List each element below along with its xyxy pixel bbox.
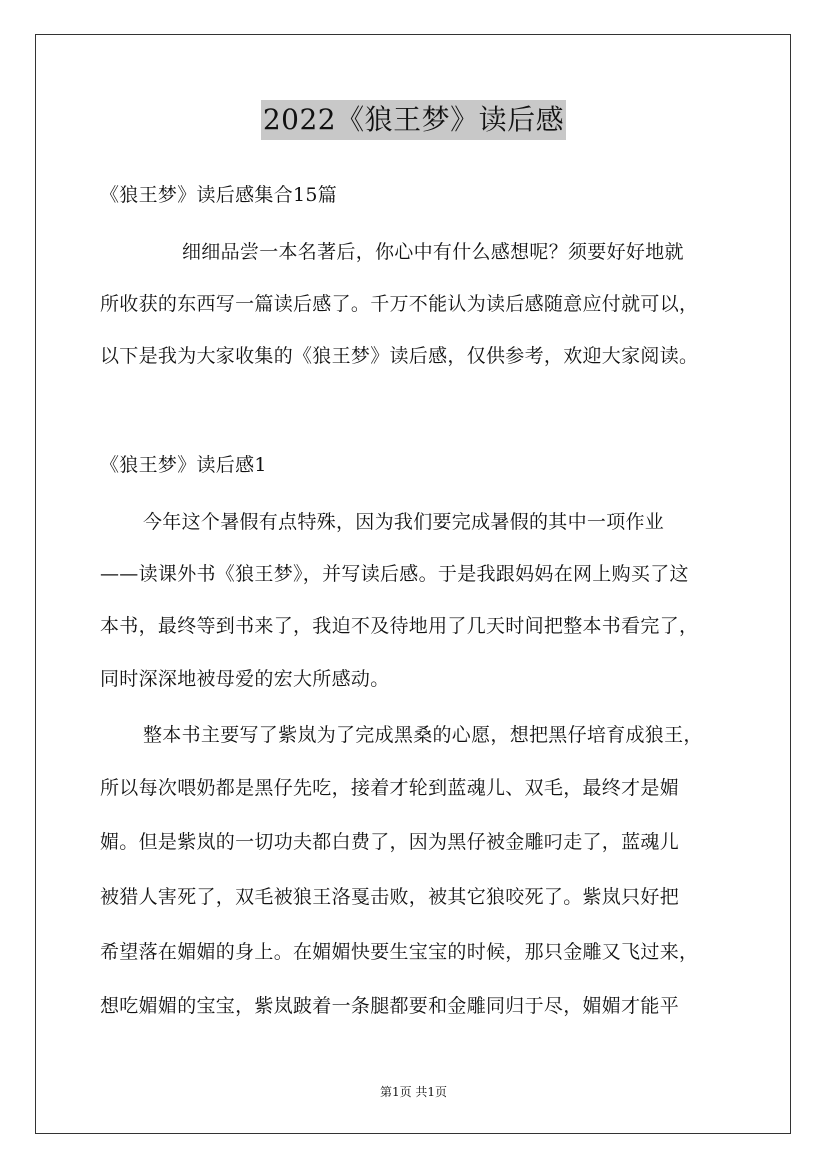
paragraph-line: 想吃媚媚的宝宝，紫岚跛着一条腿都要和金雕同归于尽，媚媚才能平 [100,995,680,1017]
paragraph-line: 同时深深地被母爱的宏大所感动。 [100,668,390,690]
intro-line: 以下是我为大家收集的《狼王梦》读后感，仅供参考，欢迎大家阅读。 [100,345,699,367]
paragraph-line: 今年这个暑假有点特殊，因为我们要完成暑假的其中一项作业 [143,511,665,533]
paragraph-line: 希望落在媚媚的身上。在媚媚快要生宝宝的时候，那只金雕又飞过来， [100,941,699,963]
paragraph-line: ——读课外书《狼王梦》，并写读后感。于是我跟妈妈在网上购买了这 [100,563,689,585]
section-heading: 《狼王梦》读后感1 [100,454,267,476]
paragraph-line: 本书，最终等到书来了，我迫不及待地用了几天时间把整本书看完了， [100,615,699,637]
document-title: 2022《狼王梦》读后感 [261,100,566,140]
document-subtitle: 《狼王梦》读后感集合15篇 [100,184,338,206]
paragraph-line: 媚。但是紫岚的一切功夫都白费了，因为黑仔被金雕叼走了，蓝魂儿 [100,831,680,853]
paragraph-line: 所以每次喂奶都是黑仔先吃，接着才轮到蓝魂儿、双毛，最终才是媚 [100,777,680,799]
intro-line: 所收获的东西写一篇读后感了。千万不能认为读后感随意应付就可以， [100,293,699,315]
document-title-container [0,100,827,140]
page-footer: 第1页 共1页 [379,1085,448,1099]
paragraph-line: 整本书主要写了紫岚为了完成黑桑的心愿，想把黑仔培育成狼王， [143,724,703,746]
paragraph-line: 被猎人害死了，双毛被狼王洛戛击败，被其它狼咬死了。紫岚只好把 [100,886,680,908]
intro-line: 细细品尝一本名著后，你心中有什么感想呢？须要好好地就 [182,241,684,263]
